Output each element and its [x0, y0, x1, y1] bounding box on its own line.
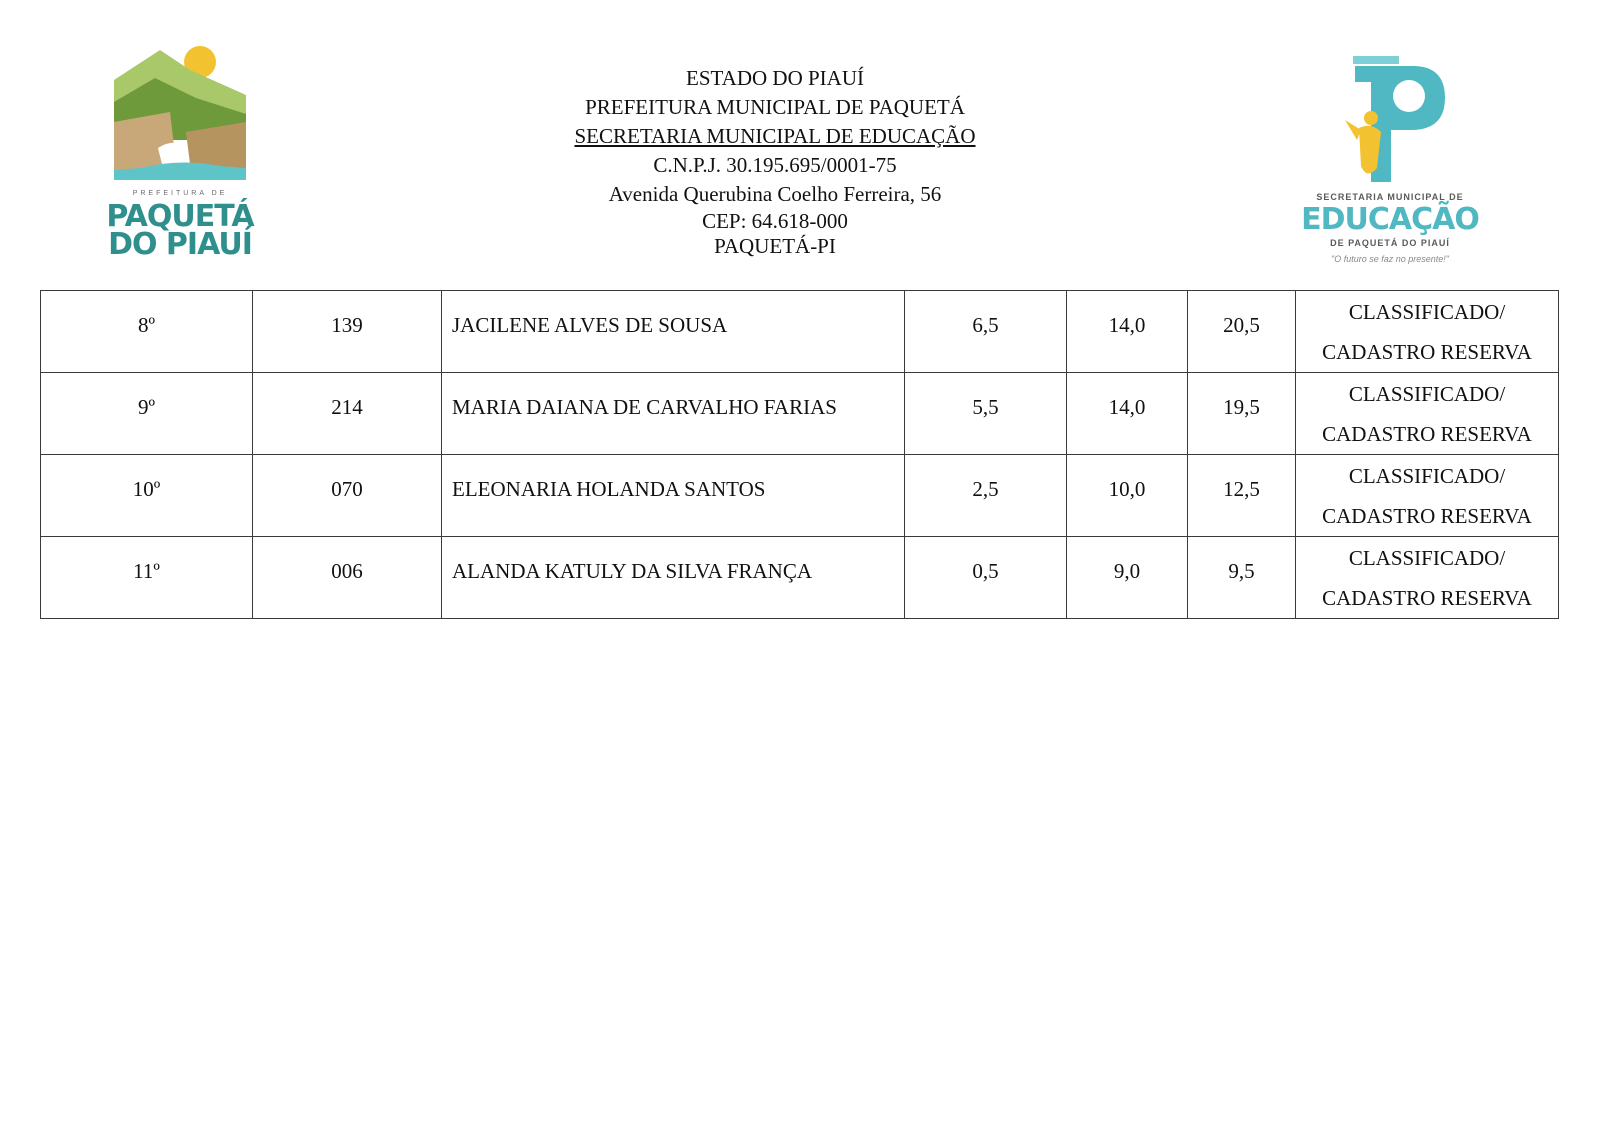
- status-line-1: CLASSIFICADO/: [1348, 546, 1506, 570]
- position-cell: 11º: [41, 537, 253, 619]
- status-cell: [1296, 373, 1559, 455]
- logo-educacao-text: EDUCAÇÃO: [1301, 202, 1479, 237]
- score-2-cell: 14,0: [1067, 291, 1188, 373]
- logo-line-1: PAQUETÁ: [106, 199, 254, 234]
- total-score-cell: 19,5: [1188, 373, 1296, 455]
- registration-cell: 070: [253, 455, 442, 537]
- candidate-name-cell: JACILENE ALVES DE SOUSA: [442, 291, 905, 373]
- secretaria-educacao-logo: [1300, 48, 1480, 272]
- logo-small-text: PREFEITURA DE: [132, 190, 228, 197]
- header-cnpj: C.N.P.J. 30.195.695/0001-75: [653, 153, 897, 177]
- status-line-1: CLASSIFICADO/: [1348, 382, 1506, 406]
- landscape-logo-icon: [100, 40, 260, 190]
- status-line-2: CADASTRO RESERVA: [1322, 504, 1532, 528]
- score-2-cell: 10,0: [1067, 455, 1188, 537]
- prefeitura-logo: [100, 40, 260, 268]
- logo-motto-text: "O futuro se faz no presente!": [1331, 254, 1449, 264]
- registration-cell: 139: [253, 291, 442, 373]
- table-row: [41, 291, 1559, 373]
- candidate-name-cell: MARIA DAIANA DE CARVALHO FARIAS: [442, 373, 905, 455]
- score-2-cell: 9,0: [1067, 537, 1188, 619]
- candidate-name-cell: ELEONARIA HOLANDA SANTOS: [442, 455, 905, 537]
- total-score-cell: 12,5: [1188, 455, 1296, 537]
- header-secretaria: SECRETARIA MUNICIPAL DE EDUCAÇÃO: [574, 124, 976, 148]
- score-1-cell: 2,5: [905, 455, 1067, 537]
- header-cep: CEP: 64.618-000: [702, 209, 848, 233]
- header-city: PAQUETÁ-PI: [714, 234, 836, 258]
- education-p-logo-icon: [1325, 48, 1455, 188]
- logo-municipio-text: DE PAQUETÁ DO PIAUÍ: [1330, 238, 1450, 248]
- status-line-1: CLASSIFICADO/: [1348, 300, 1506, 324]
- results-table: [40, 290, 1559, 619]
- registration-cell: 006: [253, 537, 442, 619]
- logo-line-2: DO PIAUÍ: [108, 227, 252, 262]
- score-1-cell: 6,5: [905, 291, 1067, 373]
- status-line-2: CADASTRO RESERVA: [1322, 586, 1532, 610]
- table-row: [41, 537, 1559, 619]
- status-cell: [1296, 291, 1559, 373]
- score-1-cell: 0,5: [905, 537, 1067, 619]
- header-address: Avenida Querubina Coelho Ferreira, 56: [608, 182, 942, 206]
- status-cell: [1296, 537, 1559, 619]
- score-2-cell: 14,0: [1067, 373, 1188, 455]
- score-1-cell: 5,5: [905, 373, 1067, 455]
- logo-secretaria-text: SECRETARIA MUNICIPAL DE: [1316, 192, 1464, 202]
- total-score-cell: 9,5: [1188, 537, 1296, 619]
- table-row: [41, 455, 1559, 537]
- status-line-2: CADASTRO RESERVA: [1322, 340, 1532, 364]
- header-prefeitura: PREFEITURA MUNICIPAL DE PAQUETÁ: [585, 95, 965, 119]
- table-row: [41, 373, 1559, 455]
- status-cell: [1296, 455, 1559, 537]
- header-state: ESTADO DO PIAUÍ: [686, 66, 864, 90]
- total-score-cell: 20,5: [1188, 291, 1296, 373]
- position-cell: 10º: [41, 455, 253, 537]
- header-text: [450, 64, 1100, 259]
- position-cell: 9º: [41, 373, 253, 455]
- position-cell: 8º: [41, 291, 253, 373]
- status-line-2: CADASTRO RESERVA: [1322, 422, 1532, 446]
- registration-cell: 214: [253, 373, 442, 455]
- candidate-name-cell: ALANDA KATULY DA SILVA FRANÇA: [442, 537, 905, 619]
- document-header: [0, 0, 1600, 280]
- status-line-1: CLASSIFICADO/: [1348, 464, 1506, 488]
